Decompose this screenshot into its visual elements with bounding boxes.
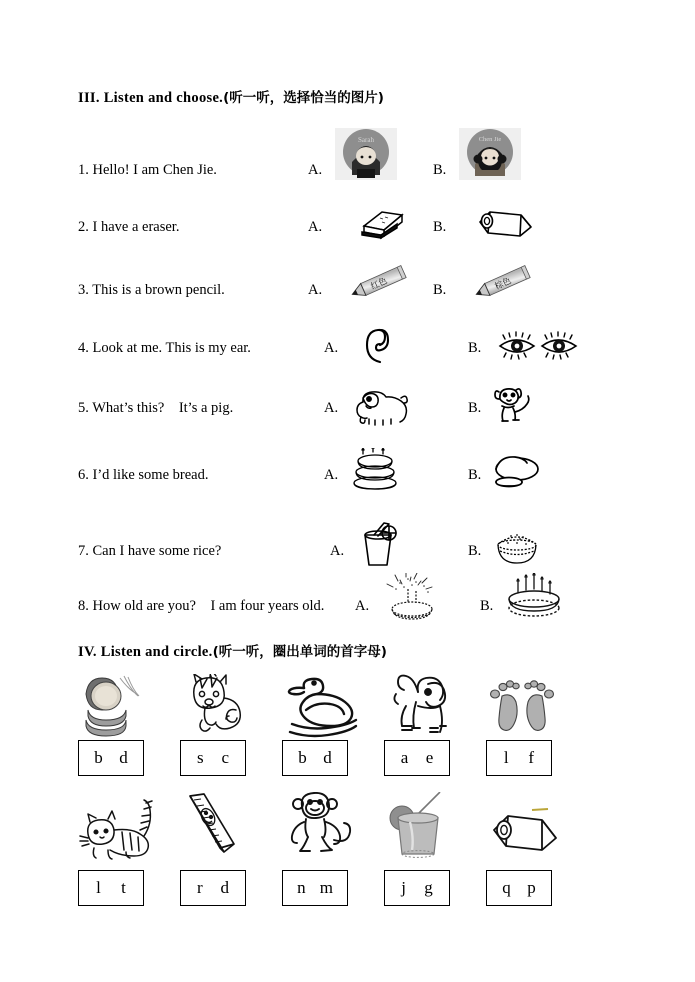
section-four-title-en: Listen and circle. xyxy=(100,644,213,660)
letter-option[interactable]: c xyxy=(221,748,230,767)
ear-icon[interactable] xyxy=(358,322,392,366)
juice-picture-icon[interactable] xyxy=(384,792,450,860)
option-a-label[interactable]: A. xyxy=(330,543,345,559)
question-text: 4. Look at me. This is my ear. xyxy=(78,340,251,356)
letter-option[interactable]: a xyxy=(400,748,409,767)
letter-choice-box[interactable] xyxy=(486,870,552,906)
grid-cell xyxy=(78,792,180,860)
grid-cell xyxy=(78,672,180,740)
letter-option[interactable]: l xyxy=(503,748,509,767)
question-text: 6. I’d like some bread. xyxy=(78,467,209,483)
pencil-brown-icon[interactable] xyxy=(470,262,536,304)
letter-option[interactable]: b xyxy=(94,748,103,767)
option-b-label[interactable]: B. xyxy=(468,400,482,416)
grid-cell xyxy=(78,740,180,776)
ruler-picture-icon[interactable] xyxy=(180,792,250,860)
badge-sarah-photo-icon[interactable] xyxy=(335,128,397,180)
feet-picture-icon[interactable] xyxy=(486,676,560,740)
grid-cell xyxy=(180,672,282,740)
letter-option[interactable]: s xyxy=(196,748,204,767)
eyes-icon[interactable] xyxy=(496,331,580,361)
grid-cell xyxy=(282,792,384,860)
grid-cell xyxy=(486,792,588,860)
grid-cell xyxy=(282,740,384,776)
option-b-label[interactable]: B. xyxy=(480,598,494,614)
cake-icon[interactable] xyxy=(347,448,403,492)
letter-option[interactable]: e xyxy=(425,748,434,767)
option-a-label[interactable]: A. xyxy=(308,219,323,235)
question-row xyxy=(78,276,623,304)
section-four-title-cn: (听一听，圈出单词的首字母) xyxy=(212,644,387,660)
grid-cell xyxy=(282,870,384,906)
birthday-cake-candles-icon[interactable] xyxy=(502,573,564,625)
letter-choice-box[interactable] xyxy=(282,870,348,906)
picture-row xyxy=(78,672,588,740)
letter-option[interactable]: n xyxy=(297,878,306,897)
grid-cell xyxy=(384,792,486,860)
svg-text:Sarah: Sarah xyxy=(358,136,374,144)
question-row xyxy=(78,340,623,362)
letter-option[interactable]: j xyxy=(401,878,406,897)
letter-option[interactable]: l xyxy=(96,878,101,897)
letter-option[interactable]: d xyxy=(220,878,230,897)
letter-option[interactable]: d xyxy=(119,748,128,767)
option-a-label[interactable]: A. xyxy=(308,282,323,298)
section-three-title-en: Listen and choose. xyxy=(103,90,224,106)
letter-option[interactable]: g xyxy=(424,878,433,897)
question-row xyxy=(78,467,623,489)
grid-cell xyxy=(384,672,486,740)
bread-picture-icon[interactable] xyxy=(78,672,152,740)
question-text: 1. Hello! I am Chen Jie. xyxy=(78,162,217,178)
section-four-number: IV. xyxy=(78,644,97,660)
option-a-label[interactable]: A. xyxy=(324,467,339,483)
grid-cell xyxy=(180,792,282,860)
crayon-icon[interactable] xyxy=(474,206,544,242)
letter-choice-box[interactable] xyxy=(78,870,144,906)
letter-choice-box[interactable] xyxy=(384,870,450,906)
letter-choice-box[interactable] xyxy=(78,740,144,776)
letter-option[interactable]: m xyxy=(319,878,333,897)
grid-cell xyxy=(384,870,486,906)
grid-cell xyxy=(282,672,384,740)
letter-option[interactable]: t xyxy=(121,878,126,897)
letter-choice-box[interactable] xyxy=(384,740,450,776)
letter-box-row xyxy=(78,740,588,784)
letter-box-row xyxy=(78,870,588,914)
duck-picture-icon[interactable] xyxy=(282,676,368,740)
pencil-red-caption: 红色 xyxy=(369,276,389,293)
grid-cell xyxy=(180,740,282,776)
question-text: 3. This is a brown pencil. xyxy=(78,282,225,298)
letter-option[interactable]: r xyxy=(196,878,203,897)
option-b-label[interactable]: B. xyxy=(433,162,447,178)
section-three-title-cn: (听一听，选择恰当的图片) xyxy=(223,90,384,106)
letter-option[interactable]: p xyxy=(527,878,536,897)
question-text: 8. How old are you? I am four years old. xyxy=(78,598,325,614)
bread-bun-icon[interactable] xyxy=(490,453,544,491)
grid-cell xyxy=(78,870,180,906)
grid-cell xyxy=(486,672,588,740)
tiger-picture-icon[interactable] xyxy=(78,792,162,860)
section-four-heading xyxy=(78,640,387,661)
pencil-brown-caption: 棕色 xyxy=(493,276,513,293)
dog-icon[interactable] xyxy=(490,385,538,427)
option-b-label[interactable]: B. xyxy=(433,282,447,298)
grid-cell xyxy=(486,870,588,906)
letter-choice-box[interactable] xyxy=(180,740,246,776)
question-row xyxy=(78,598,623,620)
juice-glass-icon[interactable] xyxy=(356,521,402,569)
picture-row xyxy=(78,792,588,860)
question-row xyxy=(78,219,623,241)
option-b-label[interactable]: B. xyxy=(468,340,482,356)
section-three-heading xyxy=(78,86,384,107)
grid-cell xyxy=(486,740,588,776)
question-row xyxy=(78,543,623,565)
monkey-picture-icon[interactable] xyxy=(282,792,362,860)
option-a-label[interactable]: A. xyxy=(324,340,339,356)
letter-option[interactable]: q xyxy=(502,878,511,897)
question-text: 2. I have a eraser. xyxy=(78,219,180,235)
letter-option[interactable]: b xyxy=(298,748,307,767)
rice-bowl-icon[interactable] xyxy=(492,528,542,568)
option-a-label[interactable]: A. xyxy=(355,598,370,614)
eraser-icon[interactable] xyxy=(356,204,408,240)
svg-text:Chen Jie: Chen Jie xyxy=(478,136,502,143)
question-row xyxy=(78,400,623,422)
grid-cell xyxy=(180,870,282,906)
option-a-label[interactable]: A. xyxy=(324,400,339,416)
listen-and-circle-grid xyxy=(78,672,588,914)
letter-choice-box[interactable] xyxy=(486,740,552,776)
letter-choice-box[interactable] xyxy=(180,870,246,906)
badge-chenjie-photo-icon[interactable] xyxy=(459,128,521,180)
question-row xyxy=(78,136,623,184)
option-b-label[interactable]: B. xyxy=(468,543,482,559)
grid-cell xyxy=(384,740,486,776)
birthday-cake-sparkler-icon[interactable] xyxy=(380,573,444,625)
question-text: 5. What’s this? It’s a pig. xyxy=(78,400,234,416)
section-three-number: III. xyxy=(78,90,100,106)
option-b-label[interactable]: B. xyxy=(433,219,447,235)
elephant-icon[interactable] xyxy=(349,386,409,426)
letter-choice-box[interactable] xyxy=(282,740,348,776)
pencil-red-icon[interactable] xyxy=(346,262,412,304)
cat-picture-icon[interactable] xyxy=(180,674,260,740)
option-a-label[interactable]: A. xyxy=(308,162,323,178)
option-b-label[interactable]: B. xyxy=(468,467,482,483)
elephant-picture-icon[interactable] xyxy=(384,672,464,740)
question-text: 7. Can I have some rice? xyxy=(78,543,222,559)
crayon-picture-icon[interactable] xyxy=(486,798,566,860)
letter-option[interactable]: f xyxy=(528,748,535,767)
letter-option[interactable]: d xyxy=(323,748,332,767)
